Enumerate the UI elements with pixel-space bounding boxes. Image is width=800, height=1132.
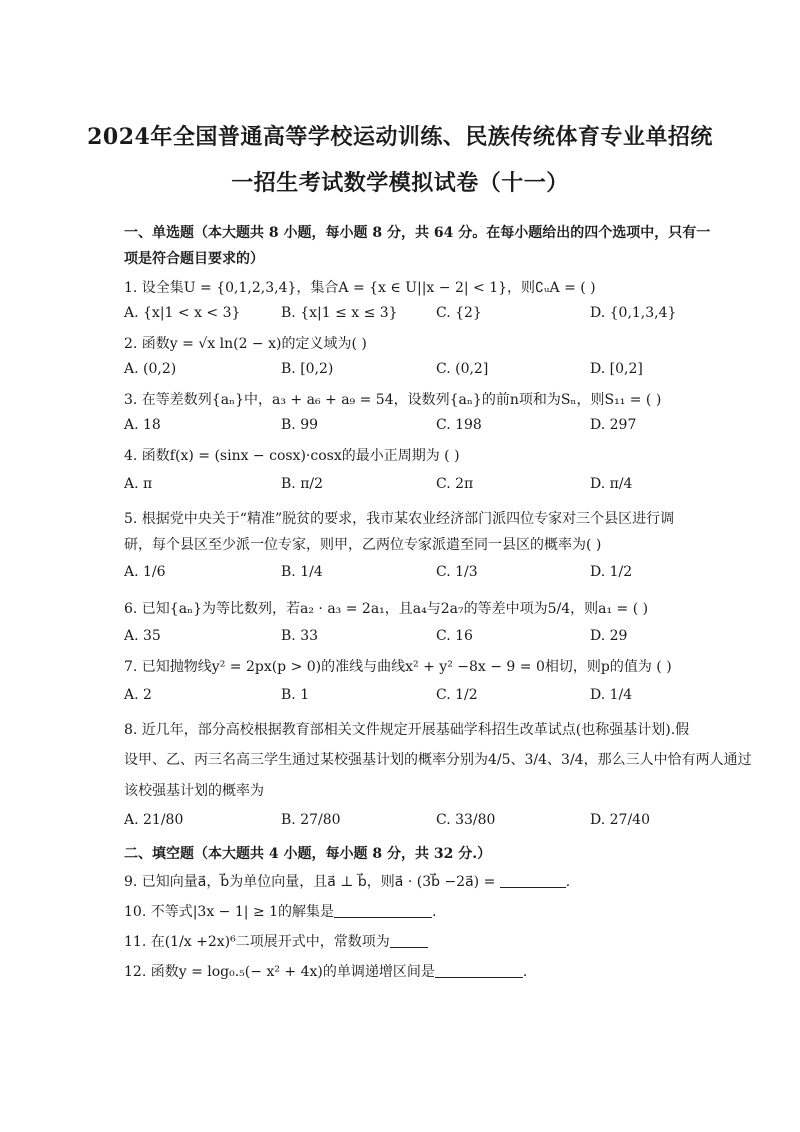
option-a: A. 2 xyxy=(124,687,152,703)
fill-question-12-end: . xyxy=(522,964,528,980)
title-line-2: 一招生考试数学模拟试卷（十一） xyxy=(231,170,569,196)
question-6-options xyxy=(124,628,724,648)
option-a: A. π xyxy=(124,476,153,492)
question-4-options xyxy=(124,476,724,496)
fill-question-10 xyxy=(124,901,710,921)
option-b: B. 27/80 xyxy=(281,812,341,828)
section2-heading: 二、填空题（本大题共 4 小题，每小题 8 分，共 32 分.） xyxy=(124,846,492,862)
question-1-options xyxy=(124,305,724,325)
option-d: D. 1/2 xyxy=(590,564,633,580)
option-c: C. 198 xyxy=(436,417,482,433)
answer-blank xyxy=(435,963,523,978)
fill-question-10-end: . xyxy=(432,904,437,920)
answer-blank xyxy=(390,933,428,948)
option-b: B. π/2 xyxy=(281,476,324,492)
option-b: B. 99 xyxy=(281,417,319,433)
fill-question-11-text: 11. 在(1/x +2x)⁶二项展开式中，常数项为 xyxy=(124,934,390,950)
option-c: C. 2π xyxy=(436,476,474,492)
question-8-stem-line2: 设甲、乙、丙三名高三学生通过某校强基计划的概率分别为4/5、3/4、3/4，那么三人中恰有两人通过 xyxy=(124,752,752,768)
option-a: A. 1/6 xyxy=(124,564,166,580)
option-c: C. 16 xyxy=(436,628,473,644)
question-5-stem-line1: 5. 根据党中央关于“精准”脱贫的要求，我市某农业经济部门派四位专家对三个县区进行调 xyxy=(124,511,675,527)
option-c: C. 1/3 xyxy=(436,564,478,580)
question-8-stem-line3: 该校强基计划的概率为 xyxy=(124,783,264,799)
question-2-stem: 2. 函数y = √x ln(2 − x)的定义域为( ) xyxy=(124,336,367,352)
fill-question-11 xyxy=(124,931,710,951)
question-5-stem-line2: 研，每个县区至少派一位专家，则甲，乙两位专家派遣至同一县区的概率为( ) xyxy=(124,537,602,553)
question-8-stem-line1: 8. 近几年，部分高校根据教育部相关文件规定开展基础学科招生改革试点(也称强基计划).假 xyxy=(124,722,690,738)
option-d: D. [0,2] xyxy=(590,361,643,377)
option-d: D. 297 xyxy=(590,417,637,433)
option-b: B. 1 xyxy=(281,687,310,703)
section1-heading-line1: 一、单选题（本大题共 8 小题，每小题 8 分，共 64 分。在每小题给出的四个选项中，只有一 xyxy=(124,225,711,241)
option-d: D. 27/40 xyxy=(590,812,650,828)
option-b: B. 33 xyxy=(281,628,319,644)
fill-question-10-text: 10. 不等式|3x − 1| ≥ 1的解集是 xyxy=(124,904,335,920)
answer-blank xyxy=(334,903,432,918)
question-1-stem: 1. 设全集U = {0,1,2,3,4}，集合A = {x ∈ U||x − 2| < 1}，则∁ᵤA = ( ) xyxy=(124,280,596,296)
option-d: D. 29 xyxy=(590,628,628,644)
question-2-options xyxy=(124,361,724,381)
option-b: B. {x|1 ≤ x ≤ 3} xyxy=(281,305,398,321)
option-d: D. 1/4 xyxy=(590,687,633,703)
option-b: B. 1/4 xyxy=(281,564,323,580)
title-line-1: 2024年全国普通高等学校运动训练、民族传统体育专业单招统 xyxy=(87,124,713,150)
fill-question-12 xyxy=(124,961,710,981)
option-c: C. 33/80 xyxy=(436,812,496,828)
question-8-options xyxy=(124,812,724,832)
question-7-stem: 7. 已知抛物线y² = 2px(p > 0)的准线与曲线x² + y² −8x − 9 = 0相切，则p的值为 ( ) xyxy=(124,659,672,675)
option-d: D. {0,1,3,4} xyxy=(590,305,677,321)
fill-question-12-text: 12. 函数y = log₀.₅(− x² + 4x)的单调递增区间是 xyxy=(124,964,435,980)
option-b: B. [0,2) xyxy=(281,361,334,377)
answer-blank xyxy=(500,873,566,888)
option-a: A. {x|1 < x < 3} xyxy=(124,305,241,321)
question-4-stem: 4. 函数f(x) = (sinx − cosx)·cosx的最小正周期为 ( ) xyxy=(124,448,460,464)
option-c: C. (0,2] xyxy=(436,361,489,377)
option-a: A. 21/80 xyxy=(124,812,184,828)
question-3-options xyxy=(124,417,724,437)
fill-question-9-end: . xyxy=(565,874,571,890)
question-3-stem: 3. 在等差数列{aₙ}中，a₃ + a₆ + a₉ = 54，设数列{aₙ}的前n项和为Sₙ，则S₁₁ = ( ) xyxy=(124,392,662,408)
option-d: D. π/4 xyxy=(590,476,633,492)
option-a: A. 35 xyxy=(124,628,161,644)
question-7-options xyxy=(124,687,724,707)
question-6-stem: 6. 已知{aₙ}为等比数列，若a₂ · a₃ = 2a₁，且a₄与2a₇的等差中项为5/4，则a₁ = ( ) xyxy=(124,601,649,617)
option-c: C. {2} xyxy=(436,305,482,321)
option-c: C. 1/2 xyxy=(436,687,478,703)
section1-heading-line2: 项是符合题目要求的） xyxy=(124,251,264,267)
question-5-options xyxy=(124,564,724,584)
fill-question-9-text: 9. 已知向量a⃗，b⃗为单位向量，且a⃗ ⊥ b⃗，则a⃗ · (3b⃗ −2a⃗) = xyxy=(124,874,500,890)
option-a: A. (0,2) xyxy=(124,361,177,377)
option-a: A. 18 xyxy=(124,417,161,433)
fill-question-9 xyxy=(124,871,710,891)
